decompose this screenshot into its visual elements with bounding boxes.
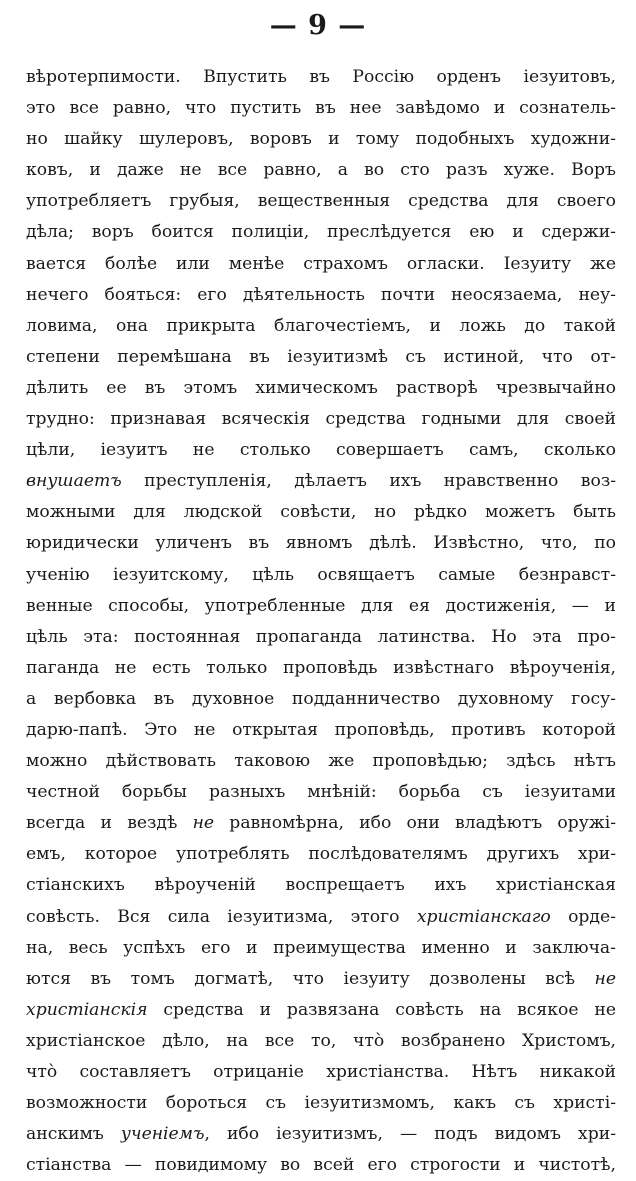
text-line (26, 1150, 616, 1181)
text-line (26, 497, 616, 528)
text-segment: это все равно, что пустить въ нее завѣдомо и сознатель- (26, 98, 616, 119)
text-segment: ученію іезуитскому, цѣль освящаетъ самые безнравст- (26, 564, 616, 585)
text-line (26, 591, 616, 622)
text-segment: орде- (550, 906, 616, 927)
text-segment: ковъ, и даже не все равно, а во сто разъ хуже. Воръ (26, 160, 616, 181)
text-segment: честной борьбы разныхъ мнѣній: борьба съ іезуитами (26, 782, 616, 803)
text-segment: вѣротерпимости. Впустить въ Россію орденъ іезуитовъ, (26, 67, 616, 87)
text-segment: анскимъ (26, 1124, 121, 1145)
italic-text: внушаетъ (26, 471, 122, 492)
text-segment: цѣли, іезуитъ не столько совершаетъ самъ, сколько (26, 440, 616, 461)
text-segment: степени перемѣшана въ іезуитизмѣ съ истиной, что от- (26, 346, 616, 367)
text-segment: стіанства — повидимому во всей его строгости и чистотѣ, (26, 1155, 616, 1176)
text-line (26, 373, 616, 404)
text-segment: ются въ томъ догматѣ, что іезуиту дозволены всѣ (26, 968, 595, 989)
text-line (26, 124, 616, 155)
text-line (26, 653, 616, 684)
text-segment: что̀ составляетъ отрицаніе христіанства. Нѣтъ никакой (26, 1062, 616, 1082)
text-line (26, 93, 616, 124)
italic-text: христіанскія (26, 999, 148, 1020)
text-line (26, 1088, 616, 1119)
text-segment: дѣла; воръ боится полиціи, преслѣдуется ею и сдержи- (26, 222, 616, 243)
text-line (26, 217, 616, 248)
text-segment: употребляетъ грубыя, вещественныя средства для своего (26, 191, 616, 212)
text-segment: цѣль эта: постоянная пропаганда латинства. Но эта про- (26, 626, 616, 647)
text-segment: можно дѣйствовать таковою же проповѣдью; здѣсь нѣтъ (26, 751, 616, 772)
text-segment: стіанскихъ вѣроученій воспрещаетъ ихъ христіанская (26, 875, 616, 896)
text-line (26, 404, 616, 435)
text-line (26, 435, 616, 466)
text-line (26, 1119, 616, 1150)
text-segment: юридически уличенъ въ явномъ дѣлѣ. Извѣстно, что, по (26, 533, 616, 554)
text-line (26, 342, 616, 373)
text-segment: паганда не есть только проповѣдь извѣстнаго вѣроученія, (26, 657, 616, 678)
text-segment: но шайку шулеровъ, воровъ и тому подобныхъ художни- (26, 129, 616, 150)
text-line (26, 902, 616, 933)
text-line (26, 808, 616, 839)
text-segment: всегда и вездѣ (26, 813, 193, 834)
text-segment: на, весь успѣхъ его и преимущества именно и заключа- (26, 937, 616, 958)
text-line (26, 528, 616, 559)
italic-text: ученіемъ (120, 1124, 205, 1145)
text-segment: средства и развязана совѣсть на всякое не (147, 999, 616, 1020)
text-segment: а вербовка въ духовное подданничество духовному госу- (26, 688, 616, 709)
text-line (26, 622, 616, 653)
text-line (26, 62, 616, 93)
text-line (26, 715, 616, 746)
text-segment: венные способы, употребленные для ея достиженія, — и (26, 595, 616, 616)
text-line (26, 995, 616, 1026)
text-line (26, 280, 616, 311)
body-text (26, 62, 616, 1181)
text-segment: , ибо іезуитизмъ, — подъ видомъ хри- (204, 1124, 616, 1145)
text-line (26, 560, 616, 591)
text-segment: ловима, она прикрыта благочестіемъ, и ложь до такой (26, 315, 616, 336)
text-line (26, 839, 616, 870)
text-segment: равномѣрна, ибо они владѣютъ оружі- (214, 813, 616, 834)
text-line (26, 466, 616, 497)
text-segment: емъ, которое употреблять послѣдователямъ другихъ хри- (26, 844, 616, 865)
text-segment: вается болѣе или менѣе страхомъ огласки. Іезуиту же (26, 253, 616, 274)
text-line (26, 249, 616, 280)
text-segment: трудно: признавая всяческія средства годными для своей (26, 409, 616, 430)
text-segment: преступленія, дѣлаетъ ихъ нравственно воз- (121, 471, 616, 492)
text-line (26, 186, 616, 217)
text-line (26, 964, 616, 995)
italic-text: не (192, 813, 215, 834)
text-line (26, 777, 616, 808)
text-segment: возможности бороться съ іезуитизмомъ, какъ съ христі- (26, 1093, 616, 1114)
text-segment: дѣлить ее въ этомъ химическомъ растворѣ чрезвычайно (26, 377, 616, 398)
text-segment: можными для людской совѣсти, но рѣдко можетъ быть (26, 502, 616, 523)
page-number: — 9 — (269, 10, 367, 41)
text-line (26, 684, 616, 715)
text-line (26, 746, 616, 777)
text-segment: совѣсть. Вся сила іезуитизма, этого (26, 906, 417, 927)
text-segment: христіанское дѣло, на все то, что̀ возбранено Христомъ, (26, 1030, 616, 1051)
text-line (26, 155, 616, 186)
italic-text: не (594, 968, 616, 989)
text-line (26, 1026, 616, 1057)
text-line (26, 1057, 616, 1088)
text-line (26, 311, 616, 342)
text-segment: нечего бояться: его дѣятельность почти неосязаема, неу- (26, 284, 616, 305)
italic-text: христіанскаго (416, 906, 551, 927)
text-line (26, 870, 616, 901)
text-line (26, 933, 616, 964)
text-segment: дарю-папѣ. Это не открытая проповѣдь, противъ которой (26, 719, 616, 740)
